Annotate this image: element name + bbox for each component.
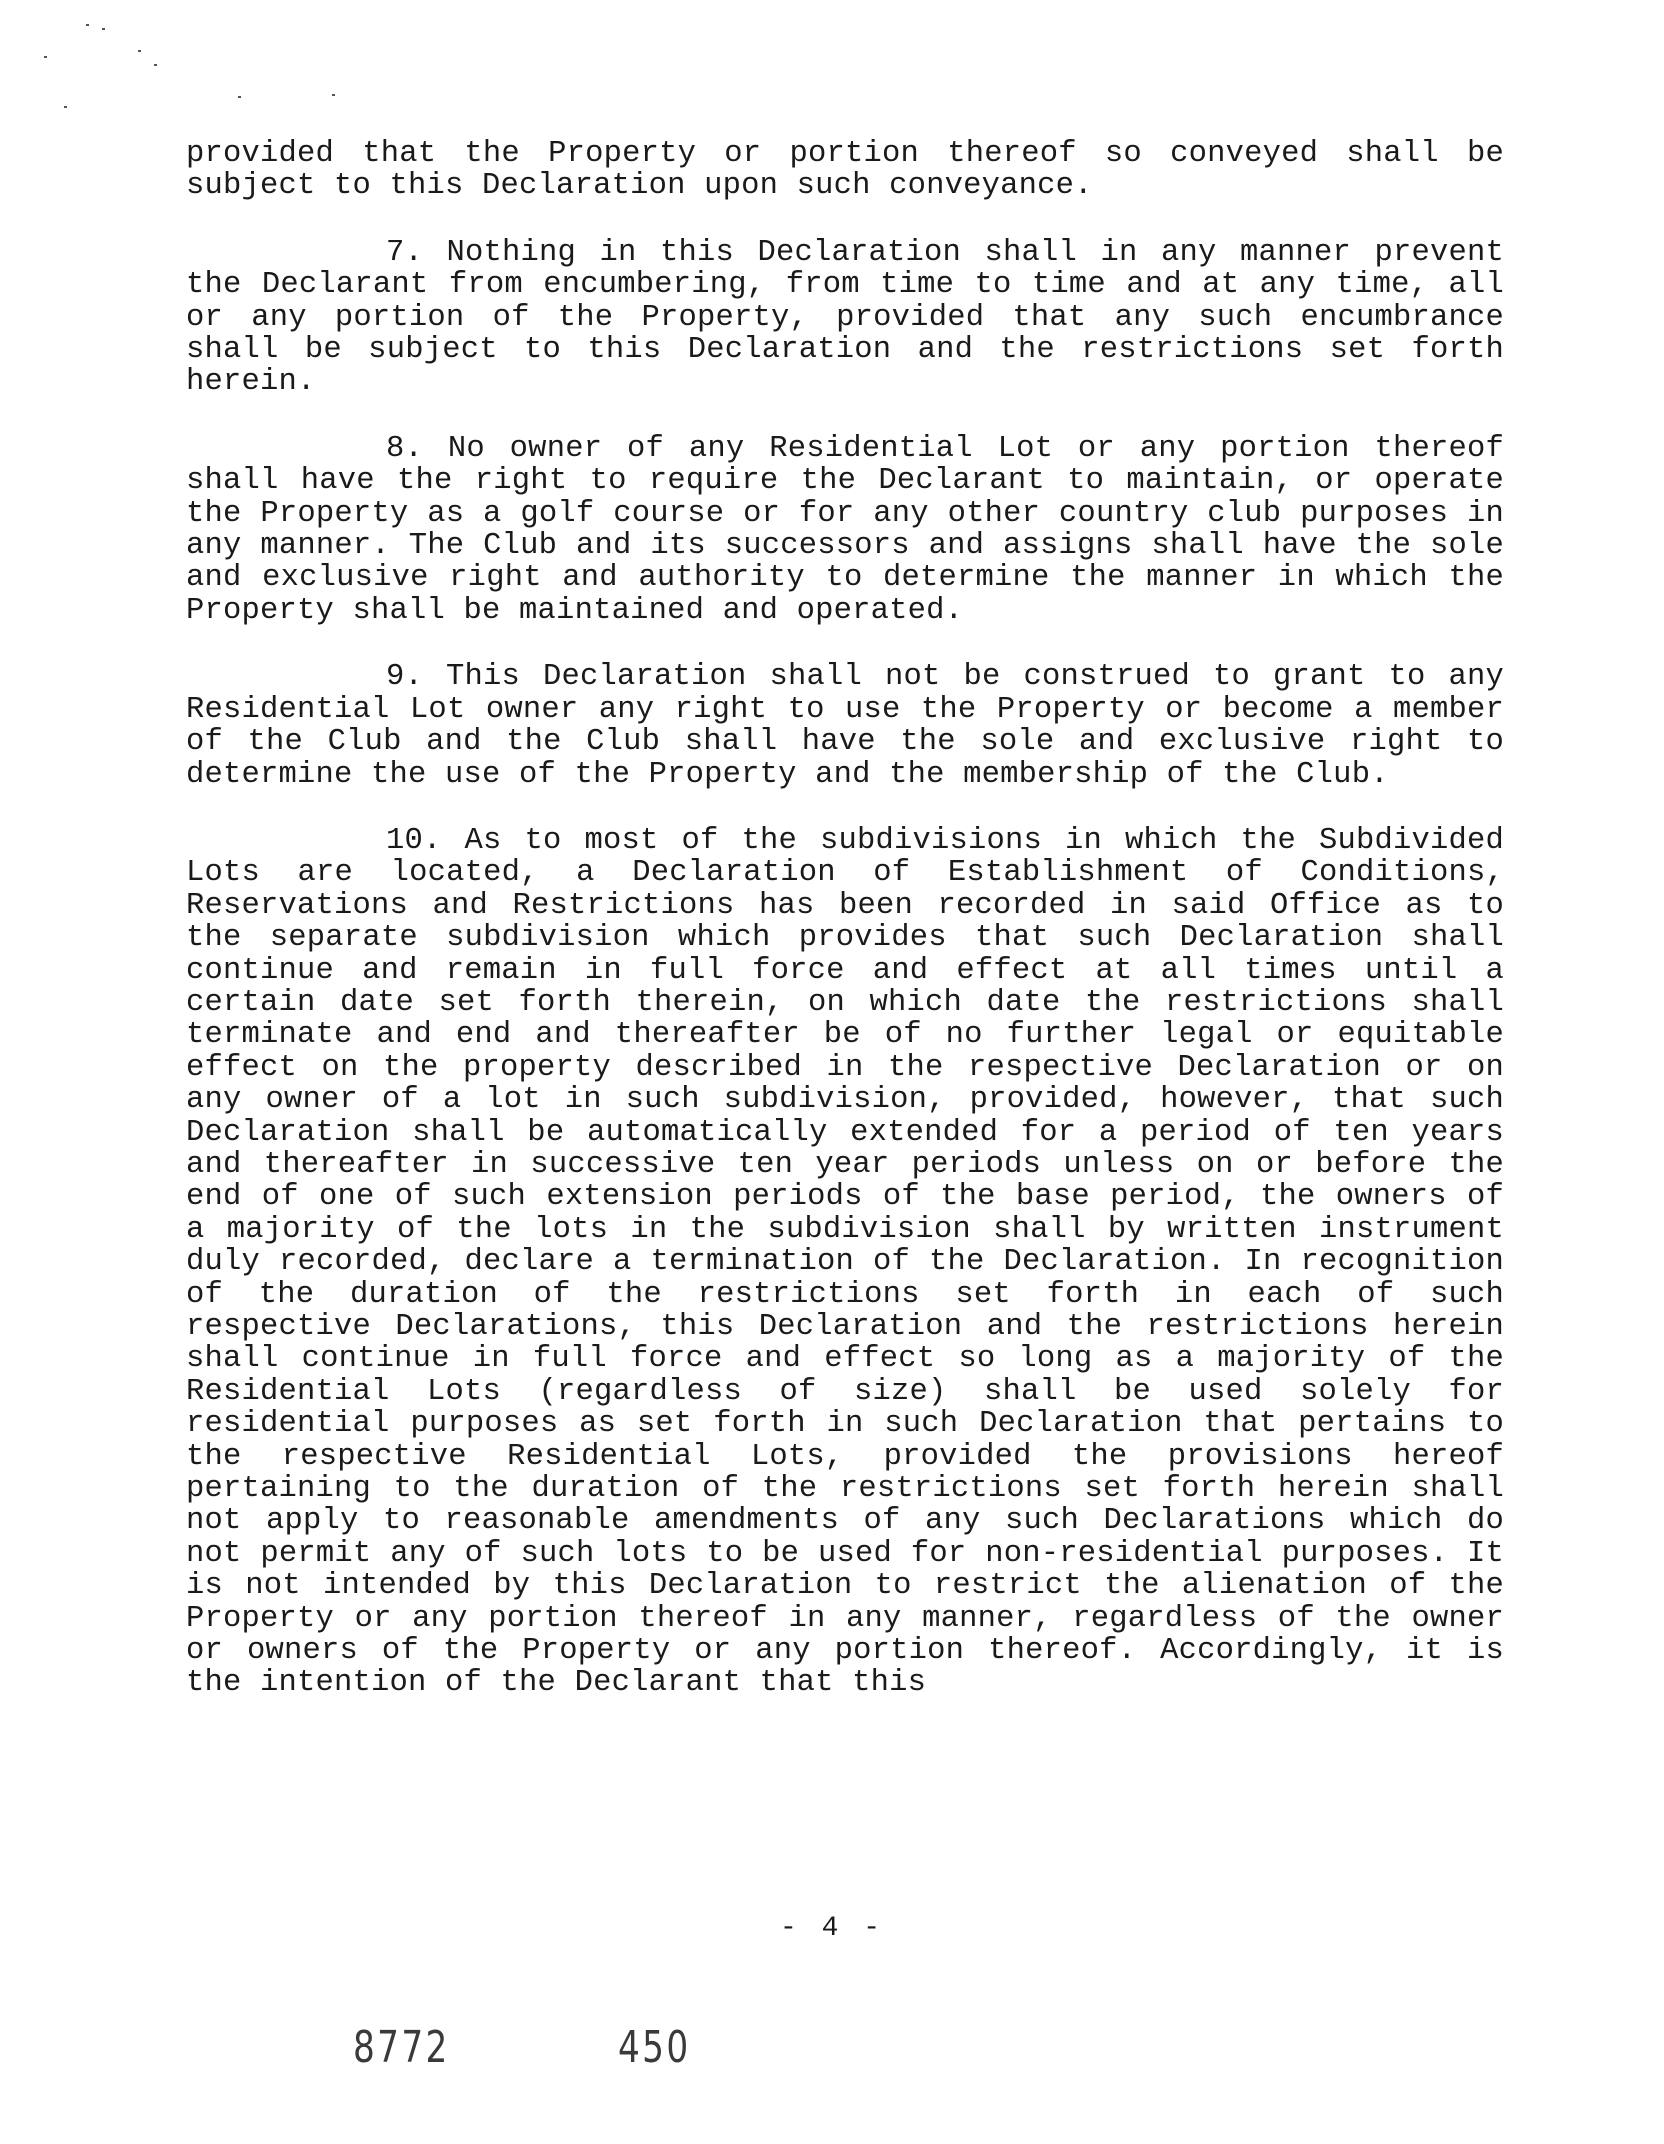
scan-speck (64, 106, 67, 108)
recording-book-number: 8772 (353, 2022, 450, 2073)
paragraph-7: 7. Nothing in this Declaration shall in any manner prevent the Declarant from encumbering, from time to time and at any time, all or any portion of the Property, provided that any such encumbrance shall be subject to this Declaration and the restrictions set forth herein. (186, 235, 1504, 400)
scan-speck (102, 28, 105, 30)
scan-speck (138, 50, 141, 52)
scan-speck (86, 24, 89, 26)
scan-speck (154, 64, 157, 66)
page-number: - 4 - (779, 1913, 884, 1944)
scan-speck (238, 96, 241, 98)
paragraph-10: 10. As to most of the subdivisions in which the Subdivided Lots are located, a Declaration of Establishment of Conditions, Reservations and Restrictions has been recorded in said Office as to the separate subdivision which provides that such Declaration shall continue and remain in full force and effect at all times until a certain date set forth therein, on which date the restrictions shall terminate and end and thereafter be of no further legal or equitable effect on the property described in the respective Declaration or on any owner of a lot in such subdivision, provided, however, that such Declaration shall be automatically extended for a period of ten years and thereafter in successive ten year periods unless on or before the end of one of such extension periods of the base period, the owners of a majority of the lots in the subdivision shall by written instrument duly recorded, declare a termination of the Declaration. In recognition of the duration of the restrictions set forth in each of such respective Declarations, this Declaration and the restrictions herein shall continue in full force and effect so long as a majority of the Residential Lots (regardless of size) shall be used solely for residential purposes as set forth in such Declaration that pertains to the respective Residential Lots, provided the provisions hereof pertaining to the duration of the restrictions set forth herein shall not apply to reasonable amendments of any such Declarations which do not permit any of such lots to be used for non-residential purposes. It is not intended by this Declaration to restrict the alienation of the Property or any portion thereof in any manner, regardless of the owner or owners of the Property or any portion thereof. Accordingly, it is the intention of the Declarant that this (186, 823, 1504, 1701)
paragraph-9: 9. This Declaration shall not be construed to grant to any Residential Lot owner any right to use the Property or become a member of the Club and the Club shall have the sole and exclusive right to determine the use of the Property and the membership of the Club. (186, 660, 1504, 792)
recording-page-number: 450 (618, 2022, 691, 2073)
scan-speck (332, 94, 335, 96)
paragraph-continuation: provided that the Property or portion thereof so conveyed shall be subject to this Declaration upon such conveyance. (186, 137, 1504, 204)
paragraph-8: 8. No owner of any Residential Lot or any portion thereof shall have the right to require the Declarant to maintain, or operate the Property as a golf course or for any other country club purposes in any manner. The Club and its successors and assigns shall have the sole and exclusive right and authority to determine the manner in which the Property shall be maintained and operated. (186, 431, 1504, 628)
document-body (186, 138, 1504, 1734)
scan-speck (44, 56, 47, 58)
